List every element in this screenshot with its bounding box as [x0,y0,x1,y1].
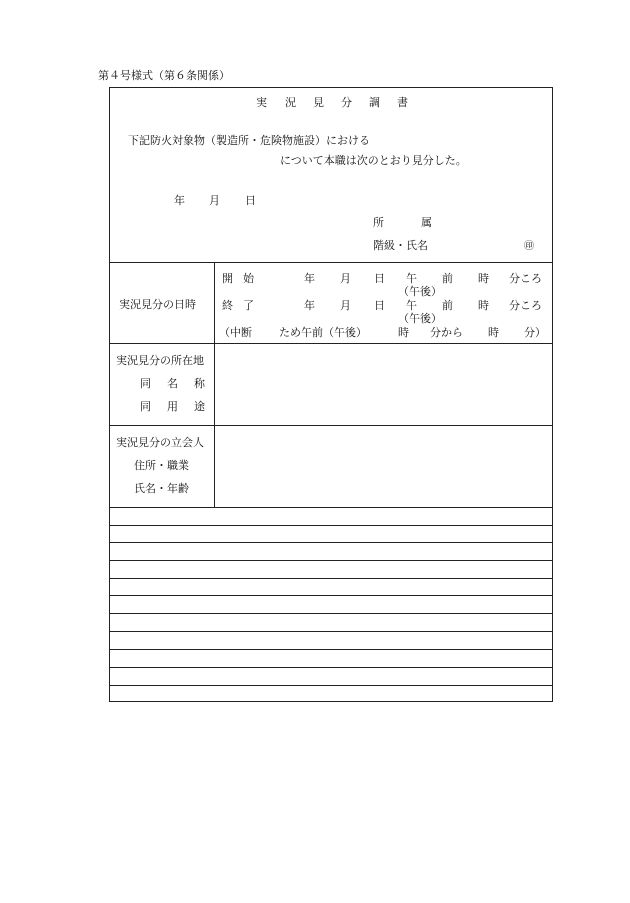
report-frame [109,87,553,702]
end-am: 午 [406,299,417,312]
title-char: 況 [285,96,296,109]
start-am: 午 [406,272,417,285]
start-label-a: 開 [222,272,233,285]
ruled-line [109,595,553,596]
start-label-b: 始 [243,272,254,285]
same-use-c: 途 [194,400,205,413]
witness-name-age: 氏名・年齢 [134,482,189,495]
same-name-c: 称 [194,377,205,390]
end-year: 年 [304,299,315,312]
ruled-line [109,613,553,614]
end-label-a: 終 [222,299,233,312]
ruled-line [109,649,553,650]
ruled-line [109,631,553,632]
label-column-divider [214,262,215,507]
date-day: 日 [245,194,256,207]
title-char: 実 [256,96,267,109]
rank-name-label: 階級・氏名 [373,239,428,252]
interrupt-reason: ため午前（午後） [279,326,367,339]
same-name-a: 同 [140,377,151,390]
title-char: 見 [313,96,324,109]
intro-line-2: について本職は次のとおり見分した。 [280,154,467,167]
same-name-b: 名 [167,377,178,390]
end-minute: 分ころ [509,299,542,312]
date-month: 月 [209,194,220,207]
start-am-2: 前 [442,272,453,285]
ruled-line [109,578,553,579]
interrupt-hour-2: 時 [488,326,499,339]
start-pm: （午後） [398,285,442,298]
interrupt-hour-1: 時 [398,326,409,339]
end-pm: （午後） [398,312,442,325]
affiliation-label-b: 属 [421,216,432,229]
interrupt-from: 分から [430,326,463,339]
start-month: 月 [340,272,351,285]
start-year: 年 [304,272,315,285]
witness-label: 実況見分の立会人 [116,436,204,449]
ruled-line [109,525,553,526]
form-number-label: 第４号様式（第６条関係） [98,69,230,82]
end-hour: 時 [478,299,489,312]
affiliation-label-a: 所 [373,216,384,229]
start-day: 日 [374,272,385,285]
start-minute: 分ころ [509,272,542,285]
divider-witness [109,507,553,508]
divider-location [109,425,553,426]
start-hour: 時 [478,272,489,285]
title-char: 書 [397,96,408,109]
intro-line-1: 下記防火対象物（製造所・危険物施設）における [128,134,370,147]
end-label-b: 了 [243,299,254,312]
end-day: 日 [374,299,385,312]
divider-datetime [109,343,553,344]
seal-mark: ㊞ [524,241,534,252]
same-use-a: 同 [140,400,151,413]
datetime-label: 実況見分の日時 [119,298,196,311]
ruled-line [109,542,553,543]
ruled-line [109,667,553,668]
same-use-b: 用 [167,400,178,413]
ruled-line [109,560,553,561]
ruled-line [109,685,553,686]
title-char: 分 [341,96,352,109]
interrupt-close: 分） [524,326,546,339]
end-am-2: 前 [442,299,453,312]
location-label: 実況見分の所在地 [116,354,204,367]
divider-header [109,262,553,263]
date-year: 年 [174,194,185,207]
end-month: 月 [340,299,351,312]
title-char: 調 [369,96,380,109]
witness-address: 住所・職業 [134,459,189,472]
interrupt-open: （中断 [219,326,252,339]
